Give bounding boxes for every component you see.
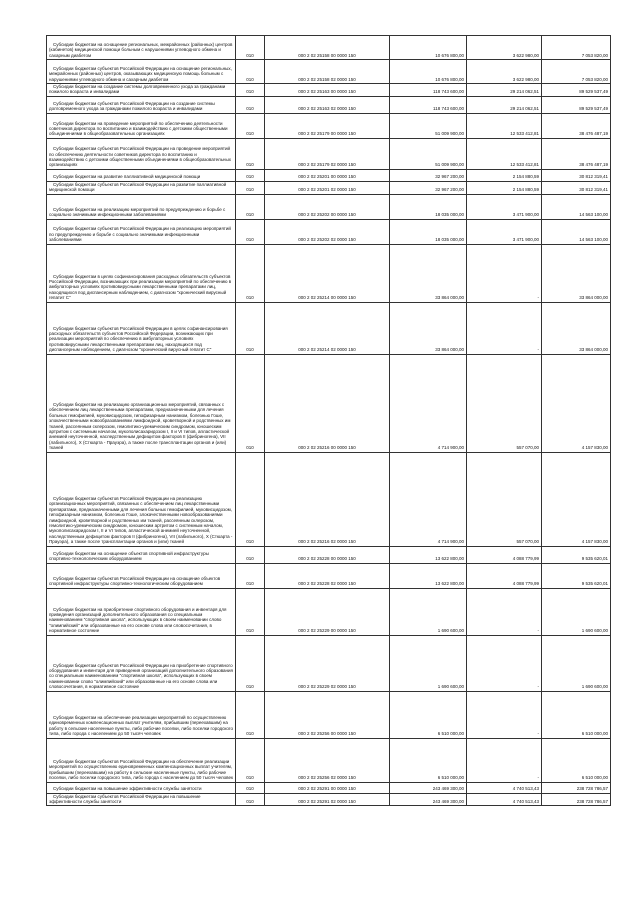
row-executed-amount: - [467, 738, 542, 782]
table-row [47, 181, 611, 194]
row-name: Субсидии бюджетам в целях софинансирования расходных обязательств субъектов Российской Федерации, возникающих при реализации мероприятий по обеспечению в амбулаторных условиях противовирусными лекарственными препаратами лиц, находящихся под диспансерным наблюдением, с диагнозом "хронический вирусный гепатит С" [47, 244, 236, 302]
table-row [47, 219, 611, 244]
row-name: Субсидии бюджетам на обеспечение реализации мероприятий по осуществлению единовременных компенсационных выплат учителям, прибывшим (переехавшим) на работу в сельские населенные пункты, либо рабочие поселки, либо поселки городского типа, либо города с населением до 50 тысяч человек [47, 691, 236, 738]
row-name: Субсидии бюджетам субъектов Российской Федерации на обеспечение реализации мероприятий по осуществлению единовременных компенсационных выплат учителям, прибывшим (переехавшим) на работу в сельские населенные пункты, либо рабочие поселки, либо поселки городского типа, либо города с населением до 50 тысяч человек [47, 738, 236, 782]
row-approved-amount: 6 510 000,00 [390, 691, 467, 738]
row-classification-code: 000 2 02 25202 00 0000 150 [265, 194, 390, 219]
row-code: 010 [236, 302, 265, 354]
row-classification-code: 000 2 02 25216 00 0000 150 [265, 354, 390, 452]
row-classification-code: 000 2 02 25214 00 0000 150 [265, 244, 390, 302]
row-name: Субсидии бюджетам на повышение эффективности службы занятости [47, 782, 236, 793]
row-code: 010 [236, 36, 265, 60]
row-classification-code: 000 2 02 25214 02 0000 150 [265, 302, 390, 354]
row-remaining-amount: 1 690 600,00 [542, 588, 611, 635]
table-row [47, 60, 611, 84]
row-name: Субсидии бюджетам на оснащение региональных, межрайонных (районных) центров (кабинетов) медицинской помощи больным с нарушениями углеводного обмена и сахарным диабетом [47, 36, 236, 60]
row-approved-amount: 10 676 800,00 [390, 36, 467, 60]
table-row [47, 194, 611, 219]
row-name: Субсидии бюджетам субъектов Российской Федерации на реализацию мероприятий по предупреждению и борьбе с социально значимыми инфекционными заболеваниями [47, 219, 236, 244]
row-executed-amount: 29 214 062,51 [467, 96, 542, 113]
row-code: 010 [236, 84, 265, 97]
row-executed-amount: 12 533 412,81 [467, 138, 542, 169]
row-classification-code: 000 2 02 25201 00 0000 150 [265, 169, 390, 181]
table-row [47, 302, 611, 354]
table-row [47, 244, 611, 302]
row-executed-amount: 3 471 900,00 [467, 219, 542, 244]
row-classification-code: 000 2 02 25179 02 0000 150 [265, 138, 390, 169]
row-executed-amount: 3 622 980,00 [467, 60, 542, 84]
row-remaining-amount: 6 510 000,00 [542, 738, 611, 782]
row-classification-code: 000 2 02 25291 02 0000 150 [265, 793, 390, 806]
row-classification-code: 000 2 02 25228 02 0000 150 [265, 563, 390, 588]
row-code: 010 [236, 138, 265, 169]
row-remaining-amount: 4 157 830,00 [542, 354, 611, 452]
row-code: 010 [236, 588, 265, 635]
row-classification-code: 000 2 02 25202 02 0000 150 [265, 219, 390, 244]
row-code: 010 [236, 354, 265, 452]
row-approved-amount: 4 714 900,00 [390, 452, 467, 546]
row-approved-amount: 118 743 600,00 [390, 84, 467, 97]
row-code: 010 [236, 194, 265, 219]
row-executed-amount: 2 154 880,59 [467, 169, 542, 181]
row-name: Субсидии бюджетам на развитие паллиативной медицинской помощи [47, 169, 236, 181]
row-approved-amount: 13 622 800,00 [390, 546, 467, 563]
row-classification-code: 000 2 02 25201 02 0000 150 [265, 181, 390, 194]
subsidies-table [46, 35, 611, 806]
row-classification-code: 000 2 02 25179 00 0000 150 [265, 113, 390, 138]
table-body [47, 36, 611, 806]
row-name: Субсидии бюджетам субъектов Российской Федерации на развитие паллиативной медицинской помощи [47, 181, 236, 194]
row-remaining-amount: 38 476 487,19 [542, 138, 611, 169]
row-remaining-amount: 7 053 820,00 [542, 36, 611, 60]
row-remaining-amount: 1 690 600,00 [542, 635, 611, 691]
table-row [47, 452, 611, 546]
row-code: 010 [236, 782, 265, 793]
row-executed-amount: 29 214 062,51 [467, 84, 542, 97]
row-executed-amount: 2 154 880,59 [467, 181, 542, 194]
row-executed-amount: 4 740 513,43 [467, 793, 542, 806]
row-executed-amount: 3 622 980,00 [467, 36, 542, 60]
row-name: Субсидии бюджетам субъектов Российской Федерации на оснащение объектов спортивной инфраструктуры спортивно-технологическим оборудованием [47, 563, 236, 588]
row-remaining-amount: 4 157 830,00 [542, 452, 611, 546]
row-code: 010 [236, 452, 265, 546]
row-executed-amount: - [467, 244, 542, 302]
row-name: Субсидии бюджетам субъектов Российской Федерации на приобретение спортивного оборудования и инвентаря для приведения организаций дополнительного образования со специальным наименованием "спортивная школа", использующих в своем наименовании слово "олимпийский" или образованные на его основе слова или словосочетания, в нормативное состояние [47, 635, 236, 691]
row-name: Субсидии бюджетам субъектов Российской Федерации в целях софинансирования расходных обязательств субъектов Российской Федерации, возникающих при реализации мероприятий по обеспечению в амбулаторных условиях противовирусными лекарственными препаратами лиц, находящихся под диспансерным наблюдением, с диагнозом "хронический вирусный гепатит С" [47, 302, 236, 354]
row-remaining-amount: 14 563 100,00 [542, 194, 611, 219]
table-row [47, 546, 611, 563]
row-executed-amount: - [467, 588, 542, 635]
row-name: Субсидии бюджетам субъектов Российской Федерации на проведение мероприятий по обеспечению деятельности советников директора по воспитанию и взаимодействию с детскими общественными объединениями в общеобразовательных организациях [47, 138, 236, 169]
row-approved-amount: 1 690 600,00 [390, 635, 467, 691]
row-code: 010 [236, 96, 265, 113]
row-remaining-amount: 89 529 537,49 [542, 96, 611, 113]
table-row [47, 96, 611, 113]
row-remaining-amount: 33 864 000,00 [542, 302, 611, 354]
table-row [47, 563, 611, 588]
row-code: 010 [236, 563, 265, 588]
row-name: Субсидии бюджетам субъектов Российской Федерации на оснащение региональных, межрайонных (районных) центров, оказывающих медицинскую помощь больным с нарушениями углеводного обмена и сахарным диабетом [47, 60, 236, 84]
row-classification-code: 000 2 02 25256 02 0000 150 [265, 738, 390, 782]
row-approved-amount: 32 967 200,00 [390, 169, 467, 181]
row-executed-amount: 557 070,00 [467, 354, 542, 452]
row-executed-amount: 4 088 779,99 [467, 546, 542, 563]
row-approved-amount: 18 035 000,00 [390, 219, 467, 244]
row-remaining-amount: 30 812 319,41 [542, 169, 611, 181]
row-name: Субсидии бюджетам на приобретение спортивного оборудования и инвентаря для приведения организаций дополнительного образования со специальным наименованием "спортивная школа", использующих в своем наименовании слово "олимпийский" или образованные на его основе слова или словосочетания, в нормативное состояние [47, 588, 236, 635]
row-approved-amount: 13 622 800,00 [390, 563, 467, 588]
row-classification-code: 000 2 02 25229 00 0000 150 [265, 588, 390, 635]
row-approved-amount: 18 035 000,00 [390, 194, 467, 219]
row-approved-amount: 1 690 600,00 [390, 588, 467, 635]
row-classification-code: 000 2 02 25158 02 0000 150 [265, 60, 390, 84]
row-remaining-amount: 238 728 786,57 [542, 782, 611, 793]
table-row [47, 738, 611, 782]
row-executed-amount: - [467, 302, 542, 354]
row-executed-amount: 4 740 513,43 [467, 782, 542, 793]
table-row [47, 635, 611, 691]
table-row [47, 113, 611, 138]
row-remaining-amount: 89 529 537,49 [542, 84, 611, 97]
row-executed-amount: 12 533 412,81 [467, 113, 542, 138]
row-name: Субсидии бюджетам на реализацию организационных мероприятий, связанных с обеспечением лиц лекарственными препаратами, предназначенными для лечения больных гемофилией, муковисцидозом, гипофизарным нанизмом, болезнью Гоше, злокачественными новообразованиями лимфоидной, кроветворной и родственных им тканей, рассеянным склерозом, гемолитико-уремическим синдромом, юношеским артритом с системным началом, мукополисахаридозом I, II и VI типов, апластической анемией неуточненной, наследственным дефицитом факторов II (фибриногена), VII (лабильного), X (Стюарта - Прауэра), а также после трансплантации органов и (или) тканей [47, 354, 236, 452]
row-classification-code: 000 2 02 25163 02 0000 150 [265, 96, 390, 113]
row-code: 010 [236, 219, 265, 244]
row-approved-amount: 51 009 900,00 [390, 113, 467, 138]
table-row [47, 354, 611, 452]
row-code: 010 [236, 244, 265, 302]
row-code: 010 [236, 793, 265, 806]
row-code: 010 [236, 546, 265, 563]
row-name: Субсидии бюджетам на проведение мероприятий по обеспечению деятельности советников директора по воспитанию и взаимодействию с детскими общественными объединениями в общеобразовательных организациях [47, 113, 236, 138]
table-row [47, 169, 611, 181]
row-remaining-amount: 238 728 786,57 [542, 793, 611, 806]
row-remaining-amount: 14 563 100,00 [542, 219, 611, 244]
row-code: 010 [236, 60, 265, 84]
row-executed-amount: 3 471 900,00 [467, 194, 542, 219]
row-approved-amount: 32 967 200,00 [390, 181, 467, 194]
row-classification-code: 000 2 02 25229 02 0000 150 [265, 635, 390, 691]
row-classification-code: 000 2 02 25158 00 0000 150 [265, 36, 390, 60]
row-classification-code: 000 2 02 25291 00 0000 150 [265, 782, 390, 793]
row-remaining-amount: 30 812 319,41 [542, 181, 611, 194]
row-classification-code: 000 2 02 25216 02 0000 150 [265, 452, 390, 546]
row-approved-amount: 243 469 300,00 [390, 782, 467, 793]
row-approved-amount: 118 743 600,00 [390, 96, 467, 113]
row-code: 010 [236, 181, 265, 194]
table-row [47, 793, 611, 806]
row-executed-amount: 4 088 779,99 [467, 563, 542, 588]
row-remaining-amount: 9 535 620,01 [542, 563, 611, 588]
row-name: Субсидии бюджетам на создание системы долговременного ухода за гражданами пожилого возраста и инвалидами [47, 84, 236, 97]
row-remaining-amount: 33 864 000,00 [542, 244, 611, 302]
row-executed-amount: 557 070,00 [467, 452, 542, 546]
row-name: Субсидии бюджетам на реализацию мероприятий по предупреждению и борьбе с социально значимыми инфекционными заболеваниями [47, 194, 236, 219]
table-row [47, 36, 611, 60]
row-executed-amount: - [467, 635, 542, 691]
row-classification-code: 000 2 02 25228 00 0000 150 [265, 546, 390, 563]
row-approved-amount: 4 714 900,00 [390, 354, 467, 452]
row-remaining-amount: 6 510 000,00 [542, 691, 611, 738]
row-code: 010 [236, 113, 265, 138]
row-approved-amount: 6 510 000,00 [390, 738, 467, 782]
row-approved-amount: 33 864 000,00 [390, 244, 467, 302]
row-classification-code: 000 2 02 25256 00 0000 150 [265, 691, 390, 738]
table-row [47, 84, 611, 97]
row-approved-amount: 243 469 300,00 [390, 793, 467, 806]
row-executed-amount: - [467, 691, 542, 738]
table-row [47, 588, 611, 635]
row-code: 010 [236, 635, 265, 691]
row-remaining-amount: 38 476 487,19 [542, 113, 611, 138]
row-code: 010 [236, 169, 265, 181]
table-row [47, 691, 611, 738]
row-code: 010 [236, 691, 265, 738]
row-name: Субсидии бюджетам субъектов Российской Федерации на создание системы долговременного ухода за гражданами пожилого возраста и инвалидами [47, 96, 236, 113]
table-row [47, 782, 611, 793]
row-name: Субсидии бюджетам на оснащение объектов спортивной инфраструктуры спортивно-технологическим оборудованием [47, 546, 236, 563]
row-name: Субсидии бюджетам субъектов Российской Федерации на повышение эффективности службы занятости [47, 793, 236, 806]
row-classification-code: 000 2 02 25163 00 0000 150 [265, 84, 390, 97]
row-name: Субсидии бюджетам субъектов Российской Федерации на реализацию организационных мероприятий, связанных с обеспечением лиц лекарственными препаратами, предназначенными для лечения больных гемофилией, муковисцидозом, гипофизарным нанизмом, болезнью Гоше, злокачественными новообразованиями лимфоидной, кроветворной и родственных им тканей, рассеянным склерозом, гемолитико-уремическим синдромом, юношеским артритом с системным началом, мукополисахаридозом I, II и VI типов, апластической анемией неуточненной, наследственным дефицитом факторов II (фибриногена), VII (лабильного), X (Стюарта - Прауэра), а также после трансплантации органов и (или) тканей [47, 452, 236, 546]
row-remaining-amount: 7 053 820,00 [542, 60, 611, 84]
row-code: 010 [236, 738, 265, 782]
row-approved-amount: 51 009 900,00 [390, 138, 467, 169]
row-approved-amount: 10 676 800,00 [390, 60, 467, 84]
table-row [47, 138, 611, 169]
row-remaining-amount: 9 535 620,01 [542, 546, 611, 563]
row-approved-amount: 33 864 000,00 [390, 302, 467, 354]
